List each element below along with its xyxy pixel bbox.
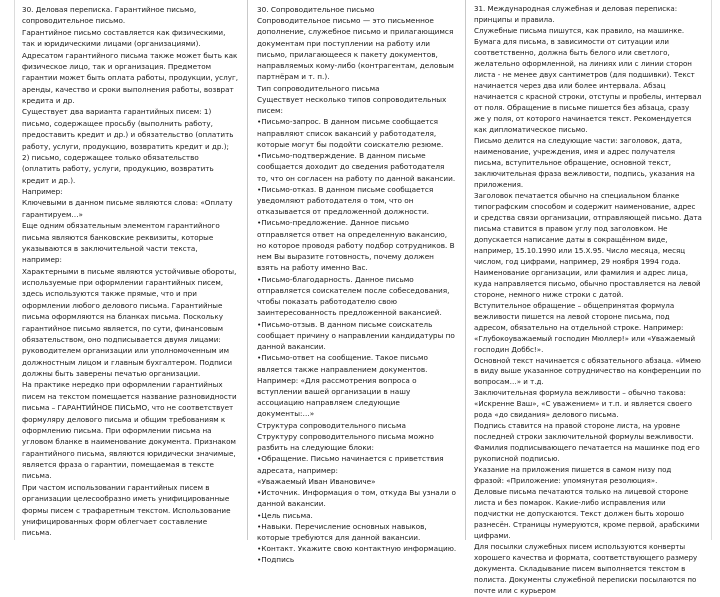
text-column-3 <box>470 2 706 596</box>
column-1-text: 30. Деловая переписка. Гарантийное письмо, сопроводительное письмо. Гарантийное письмо составляется как физическими, так и юридическими лицами (организациями). Адресатом гарантийного письма также может быть как физическое лицо, так и организация. Предметом гарантии может быть оплата работы, продукции, услуг, аренды, качество и сроки выполнения работы, возврат кредита и др. Существует два варианта гарантийных писем: 1) письмо, содержащее просьбу (выполнить работу, предоставить кредит и др.) и обязательство (оплатить работу, услуги, продукцию, возвратить кредит и др.); 2) письмо, содержащее только обязательство (оплатить работу, услуги, продукцию, возвратить кредит и др.). Например: Ключевыми в данном письме являются слова: «Оплату гарантируем…» Еще одним обязательным элементом гарантийного письма являются банковские реквизиты, которые указываются в заключительной части текста, например: Характерными в письме являются устойчивые обороты, используемые при оформлении гарантийных писем, здесь используются также прямые, что и при оформлении любого делового письма. Гарантийные письма оформляются на бланках письма. Поскольку гарантийное письмо является, по сути, финансовым обязательством, оно подписывается двумя лицами: руководителем организации или уполномоченным им должностным лицом и главным бухгалтером. Подписи должны быть заверены печатью организации. На практике нередко при оформлении гарантийных писем на текстом помещается название разновидности письма – ГАРАНТИЙНОЕ ПИСЬМО, что не соответствует формуляру делового письма и общим требованиям к оформлению письма. При оформлении письма на угловом бланке в наименование документа. Признаком гарантийного письма, являются юридически значимые, является фраза о гарантии, помещаемая в тексте письма. При частом использовании гарантийных писем в организации целесообразно иметь унифицированные формы писем с трафаретным текстом. Использование унифицированных форм облегчает составление письма. <box>22 5 239 538</box>
text-column-1 <box>18 2 242 538</box>
column-divider-1 <box>247 0 248 540</box>
text-column-2 <box>253 2 461 565</box>
column-3-text: 31. Международная служебная и деловая переписка: принципы и правила. Служебные письма пишутся, как правило, на машинке. Бумага для письма, в зависимости от ситуации или соответственно, должна быть белого или светлого, желательно оформленной, на линиях или с линии сторон листа - не менее двух сантиметров (для подшивки). Текст начинается через два или более интервала. Абзац начинается с красной строки, отступы и пробелы, интервал от поля. Обращение в письме пишется без абзаца, сразу же у поля, от которого начинается текст. Рекомендуется как дипломатическое письмо. Письмо делится на следующие части: заголовок, дата, наименование, учреждения, имя и адрес получателя письма, вступительное обращение, основной текст, заключительная фраза вежливости, подпись, указания на приложения. Заголовок печатается обычно на специальном бланке типографским способом и содержит наименование, адрес и средства связи организации, отправляющей письмо. Дата письма ставится в правом углу под заголовком. Не допускается написание даты в сокращённом виде, например, 15.10.1990 или 15.Х.95. Число месяца, месяц числом, год цифрами, например, 29 ноября 1994 года. Наименование организации, или фамилия и адрес лица, куда направляется письмо, обычно проставляется на левой стороне, немного ниже строки с датой. Вступительное обращение – общепринятая формула вежливости пишется на левой стороне письма, под адресом, обязательно на отдельной строке. Например: «Глубокоуважаемый господин Мюллер!» или «Уважаемый господин Доббс!». Основной текст начинается с обязательного абзаца. «Имею в виду выше указанное сотрудничество на конференции по вопросам…» и т.д. Заключительная формула вежливости – обычно такова: «Искренне Ваш», «С уважением» и т.п. и является своего рода «до свидания» делового письма. Подпись ставится на правой стороне листа, на уровне последней строки заключительной формулы вежливости. Фамилия подписывающего печатается на машинке под его рукописной подписью. Указание на приложения пишется в самом низу под фразой: «Приложение: упомянутая резолюция». Деловые письма печатаются только на лицевой стороне листа и без помарок. Какие-либо исправления или подчистки не допускаются. Текст должен быть хорошо разнесён. Страницы нумеруются, кроме первой, арабскими цифрами. Для посылки служебных писем используются конверты хорошего качества и формата, соответствующего размеру документа. Складывание писем выполняется текстом в полиста. Документы служебной переписки посылаются по почте или с курьером <box>474 4 702 596</box>
column-2-text: 30. Сопроводительное письмо Сопроводительное письмо — это письменное дополнение, служебное письмо и прилагающимся документам при поступлении на работу или письмо, прилагающееся к пакету документов, направляемых кому-либо (контрагентам, деловым партнёрам и т. п.). Тип сопроводительного письма Существует несколько типов сопроводительных писем: •Письмо-запрос. В данном письме сообщается направляют список вакансий у работодателя, которые могут бы подойти соискателю резюме. •Письмо-подтверждение. В данном письме сообщается доходит до сведения работодателя то, что он согласен на работу по данной вакансии. •Письмо-отказ. В данном письме сообщается уведомляют работодателя о том, что он отказывается от предложенной должности. •Письмо-предложение. Данное письмо отправляется ответ на определенную вакансию, но которое проводя работу подбор сотрудников. В нем Вы выразите готовность, почему должен взять на работу именно Вас. •Письмо-благодарность. Данное письмо отправляется соискателем после собеседования, чтобы показать работодателю свою заинтересованность предложенной вакансией. •Письмо-отзыв. В данном письме соискатель сообщает причину о направлении кандидатуры по данной вакансии. •Письмо-ответ на сообщение. Такое письмо является также направлением документов. Например: «Для рассмотрения вопроса о вступлении вашей организации в нашу ассоциацию направляем следующие документы:…» Структура сопроводительного письма Структуру сопроводительного письма можно разбить на следующие блоки: •Обращение. Письмо начинается с приветствия адресата, например: «Уважаемый Иван Ивановиче» •Источник. Информация о том, откуда Вы узнали о данной вакансии. •Цель письма. •Навыки. Перечисление основных навыков, которые требуются для данной вакансии. •Контакт. Укажите свою контактную информацию. •Подпись <box>257 5 457 565</box>
left-edge-line <box>14 0 15 540</box>
right-edge-line <box>711 0 712 540</box>
column-divider-2 <box>465 0 466 540</box>
